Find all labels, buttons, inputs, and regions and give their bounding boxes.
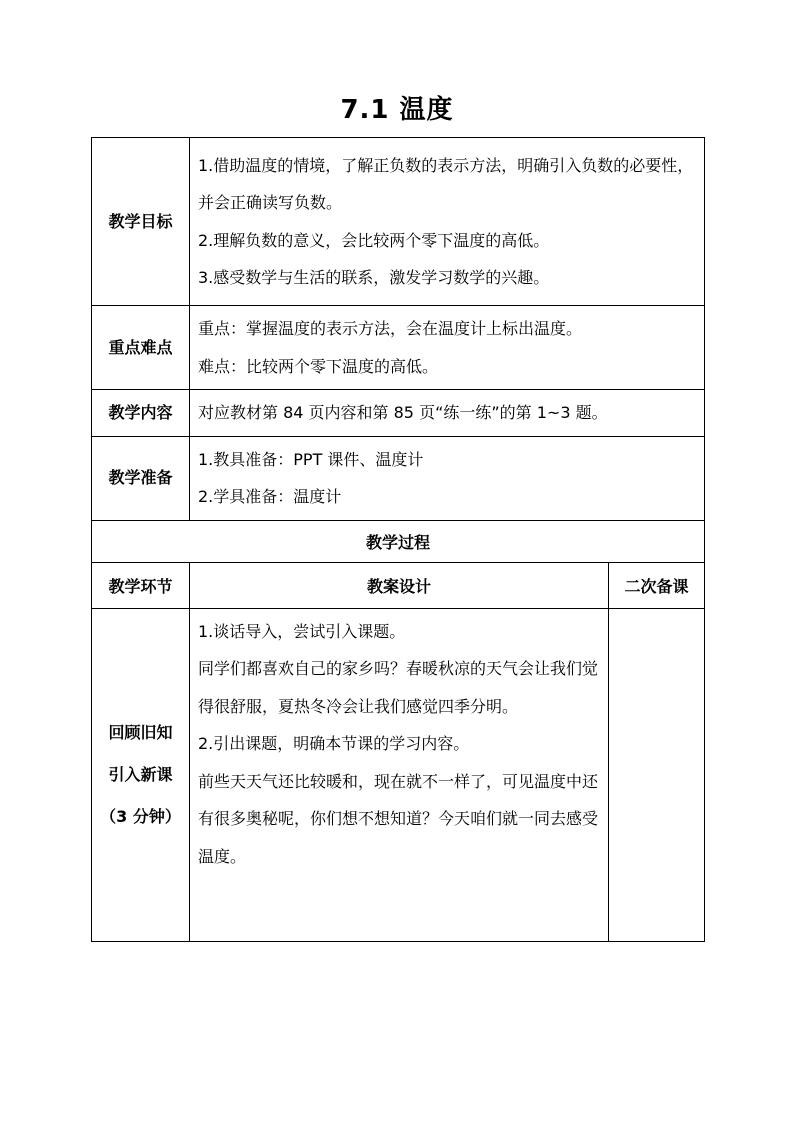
stage-label-line: 引入新课 xyxy=(108,764,173,784)
stage-row xyxy=(92,608,705,941)
key-point-item: 难点：比较两个零下温度的高低。 xyxy=(198,356,439,376)
preparation-row xyxy=(92,436,705,520)
stage-paragraph: 2.引出课题，明确本节课的学习内容。 xyxy=(198,734,470,753)
content-label: 教学内容 xyxy=(92,390,190,437)
process-columns-row xyxy=(92,562,705,608)
process-header-row xyxy=(92,520,705,562)
key-points-content xyxy=(190,306,705,390)
col-design-header: 教案设计 xyxy=(190,562,609,608)
stage-paragraph: 同学们都喜欢自己的家乡吗？春暖秋凉的天气会让我们觉得很舒服，夏热冬冷会让我们感觉四季分明。 xyxy=(198,659,599,716)
objectives-content xyxy=(190,138,705,306)
content-text: 对应教材第 84 页内容和第 85 页“练一练”的第 1~3 题。 xyxy=(190,390,705,437)
key-points-label: 重点难点 xyxy=(92,306,190,390)
stage-label xyxy=(92,608,190,941)
preparation-label: 教学准备 xyxy=(92,436,190,520)
stage-notes-cell xyxy=(609,608,705,941)
objective-item: 3.感受数学与生活的联系，激发学习数学的兴趣。 xyxy=(198,268,550,287)
stage-design-content xyxy=(190,608,609,941)
lesson-plan-table xyxy=(91,137,705,942)
col-notes-header: 二次备课 xyxy=(609,562,705,608)
stage-paragraph: 1.谈话导入，尝试引入课题。 xyxy=(198,621,406,641)
stage-label-line: （3 分钟） xyxy=(100,806,181,826)
stage-label-line: 回顾旧知 xyxy=(108,722,173,742)
key-point-item: 重点：掌握温度的表示方法，会在温度计上标出温度。 xyxy=(198,319,583,338)
preparation-content xyxy=(190,436,705,520)
content-row xyxy=(92,390,705,437)
objectives-label: 教学目标 xyxy=(92,138,190,306)
objectives-row xyxy=(92,138,705,306)
process-header: 教学过程 xyxy=(92,520,705,562)
preparation-item: 1.教具准备：PPT 课件、温度计 xyxy=(198,449,424,469)
col-stage-header: 教学环节 xyxy=(92,562,190,608)
key-points-row xyxy=(92,306,705,390)
preparation-item: 2.学具准备：温度计 xyxy=(198,487,342,506)
objective-item: 1.借助温度的情境，了解正负数的表示方法，明确引入负数的必要性，并会正确读写负数。 xyxy=(198,155,694,212)
page-title: 7.1 温度 xyxy=(340,95,454,125)
objective-item: 2.理解负数的意义，会比较两个零下温度的高低。 xyxy=(198,230,550,250)
stage-paragraph: 前些天天气还比较暖和，现在就不一样了，可见温度中还有很多奥秘呢，你们想不想知道？今天咱们就一同去感受温度。 xyxy=(198,771,599,866)
